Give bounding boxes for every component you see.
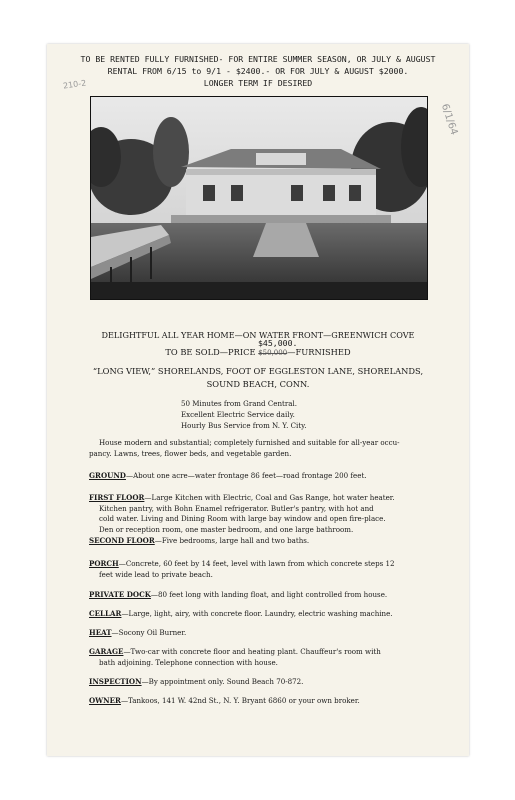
section-continuation: feet wide lead to private beach. [99, 569, 213, 579]
section-label: FIRST FLOOR [89, 493, 145, 502]
address-line-2: SOUND BEACH, CONN. [206, 379, 310, 389]
section-ground [89, 471, 439, 482]
section-continuation: cold water. Living and Dining Room with large bay window and open fire-place. [99, 514, 386, 524]
header-line-1: TO BE RENTED FULLY FURNISHED- FOR ENTIRE SUMMER SEASON, OR JULY & AUGUST [80, 54, 436, 64]
pencil-note-left: 210-2 [62, 78, 87, 91]
section-text: —About one acre—water frontage 86 feet—road frontage 200 feet. [125, 471, 367, 480]
flyer-sheet [47, 44, 469, 756]
section-label: OWNER [89, 696, 121, 705]
fact-item: Hourly Bus Service from N. Y. City. [181, 421, 307, 430]
intro-line-2: pancy. Lawns, trees, flower beds, and vegetable garden. [89, 448, 292, 458]
header-line-2: RENTAL FROM 6/15 to 9/1 - $2400.- OR FOR JULY & AUGUST $2000. [107, 66, 409, 76]
section-porch [89, 559, 439, 580]
intro-line-1: House modern and substantial; completely furnished and suitable for all-year occu- [99, 438, 400, 447]
headline: DELIGHTFUL ALL YEAR HOME—ON WATER FRONT—GREENWICH COVE [101, 330, 415, 340]
section-label: GARAGE [89, 647, 124, 656]
section-label: HEAT [89, 628, 112, 637]
sale-prefix: TO BE SOLD—PRICE [165, 347, 256, 357]
section-text: —Five bedrooms, large hall and two baths. [154, 536, 310, 545]
section-label: GROUND [89, 471, 126, 480]
section-first-floor [89, 493, 439, 535]
section-continuation: bath adjoining. Telephone connection with house. [99, 657, 278, 667]
struck-price: $50,000 [258, 349, 288, 357]
section-text: —Large, light, airy, with concrete floor. Laundry, electric washing machine. [121, 609, 393, 618]
house-photo [90, 96, 428, 300]
fact-item: Excellent Electric Service daily. [181, 410, 295, 419]
section-continuation: Kitchen pantry, with Bohn Enamel refrigerator. Butler's pantry, with hot and [99, 503, 374, 513]
section-cellar [89, 609, 439, 620]
section-text: —By appointment only. Sound Beach 70-872. [141, 677, 304, 686]
intro-paragraph [89, 438, 439, 459]
section-text: —Tankoos, 141 W. 42nd St., N. Y. Bryant 6860 or your own broker. [120, 696, 360, 705]
section-inspection [89, 677, 439, 688]
section-text: —Large Kitchen with Electric, Coal and Gas Range, hot water heater. [144, 493, 395, 502]
section-text: —Two-car with concrete floor and heating plant. Chauffeur's room with [123, 647, 381, 656]
address-line-1: “LONG VIEW,” SHORELANDS, FOOT OF EGGLESTON LANE, SHORELANDS, [92, 366, 424, 376]
section-private-dock [89, 590, 439, 601]
section-label: PRIVATE DOCK [89, 590, 151, 599]
section-garage [89, 647, 439, 668]
section-text: —Socony Oil Burner. [111, 628, 187, 637]
section-owner [89, 696, 439, 707]
house-photo-illustration [91, 97, 427, 299]
header-line-3: LONGER TERM IF DESIRED [203, 78, 313, 88]
section-label: CELLAR [89, 609, 122, 618]
typed-price: $45,000. [258, 338, 298, 348]
section-second-floor [89, 536, 439, 547]
section-label: INSPECTION [89, 677, 142, 686]
facts-list [181, 398, 306, 431]
pencil-note-right: 6/1/64 [438, 102, 460, 137]
section-text: —80 feet long with landing float, and light controlled from house. [150, 590, 388, 599]
section-continuation: Den or reception room, one master bedroom, and one large bathroom. [99, 524, 354, 534]
section-label: SECOND FLOOR [89, 536, 155, 545]
fact-item: 50 Minutes from Grand Central. [181, 399, 298, 408]
section-text: —Concrete, 60 feet by 14 feet, level with lawn from which concrete steps 12 [118, 559, 395, 568]
section-heat [89, 628, 439, 639]
section-label: PORCH [89, 559, 119, 568]
sale-suffix: —FURNISHED [287, 347, 351, 357]
sale-line [47, 347, 469, 357]
